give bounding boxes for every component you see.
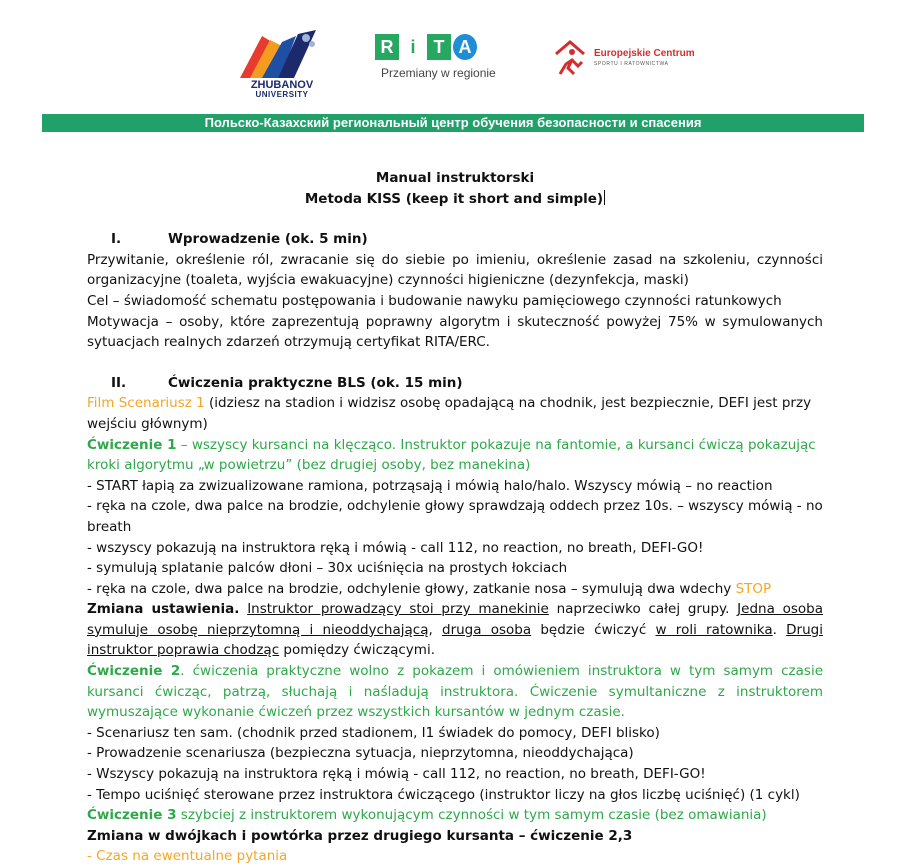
erc-runner-icon [550,38,590,78]
scenario-step-3: - Wszyscy pokazują na instruktora ręką i mówią - call 112, no reaction, no breath, DEFI-GO! [87,766,706,783]
film-scenario [87,393,823,434]
setup-change-t2: , [428,621,442,638]
document-body [87,168,823,867]
rita-letter-t: T [427,34,451,60]
setup-change-label: Zmiana ustawienia. [87,601,240,618]
intro-paragraph: Przywitanie, określenie ról, zwracanie się do siebie po imieniu, określenie zasad na szkoleniu, czynności organizacyjne (toaleta, wyjścia ewakuacyjne) czynności higieniczne (dezynfekcja, maski) [87,251,823,289]
setup-change-u3: druga osoba [442,621,532,638]
exercise-2-label: Ćwiczenie 2 [87,663,181,680]
text-cursor [604,190,605,205]
rita-subtitle: Przemiany w regionie [381,66,496,80]
pairs-change: Zmiana w dwójkach i powtórka przez drugiego kursanta – ćwiczenie 2,3 [87,827,633,844]
exercise-2 [87,661,823,723]
rita-letter-r: R [375,34,399,60]
rita-logo [375,34,515,94]
setup-change-t5: pomiędzy ćwiczącymi. [279,642,435,659]
rita-letter-a: A [453,34,477,60]
scenario-step-1: - Scenariusz ten sam. (chodnik przed stadionem, I1 świadek do pomocy, DEFI blisko) [87,724,660,741]
setup-change-t4: . [772,621,787,638]
setup-change [87,599,823,661]
setup-change-t1: naprzeciwko całej grupy. [548,601,738,618]
exercise-3-text: szybciej z instruktorem wykonującym czynności w tym samym czasie (bez omawiania) [176,807,767,824]
setup-change-u4: w roli ratownika [655,621,773,638]
exercise-3 [87,805,823,826]
section-2-heading [87,373,823,394]
goal-paragraph: Cel – świadomość schematu postępowania i budowanie nawyku pamięciowego czynności ratunkowych [87,292,782,309]
scenario-step-2: - Prowadzenie scenariusza (bezpieczna sytuacja, nieprzytomna, nieoddychająca) [87,745,634,762]
rita-letter-i: i [401,34,425,60]
setup-change-t3: będzie ćwiczyć [531,621,656,638]
erc-tagline: SPORTU I RATOWNICTWA [594,61,669,67]
erc-logo [550,38,700,84]
zhubanov-emblem-icon [232,28,332,84]
setup-change-u1: Instruktor prowadzący stoi przy manekinie [247,601,549,618]
step-5 [87,579,823,600]
doc-subtitle-text: Metoda KISS (keep it short and simple) [304,190,604,207]
erc-name: Europejskie Centrum [594,48,695,59]
exercise-1 [87,435,823,476]
step-4: - symulują splatanie palców dłoni – 30x uciśnięcia na prostych łokciach [87,560,568,577]
setup-change-u5: Drugi instruktor poprawia chodząc [87,621,823,659]
exercise-2-text: . ćwiczenia praktyczne wolno z pokazem i omówieniem instruktora w tym samym czasie kursanci ćwicząc, patrzą, słuchają i naśladują instruktora. Ćwiczenie symultaniczne z instruktorem wymuszające wykonanie ćwiczeń przez wszystkich kursantów w jednym czasie. [87,663,824,721]
motivation-paragraph: Motywacja – osoby, które zaprezentują poprawny algorytm i skuteczność powyżej 75% w symulowanych sytuacjach realnych zdarzeń otrzymują certyfikat RITA/ERC. [87,313,823,351]
step-5-text: - ręka na czole, dwa palce na brodzie, odchylenie głowy, zatkanie nosa – symulują dwa wdechy [87,580,736,597]
zhubanov-name: ZHUBANOV [250,79,314,91]
film-text: (idziesz na stadion i widzisz osobę opadającą na chodnik, jest bezpiecznie, DEFI jest przy wejściu głównym) [87,395,812,432]
step-1: - START łapią za zwizualizowane ramiona, potrząsają i mówią halo/halo. Wszyscy mówią – no reaction [87,477,773,494]
section-1-number: I. [111,231,122,248]
zhubanov-university: UNIVERSITY [255,90,309,99]
section-1-heading [87,229,823,250]
setup-change-u2: Jedna osoba symuluje osobę nieprzytomną i nieoddychającą [87,601,824,638]
step-3: - wszyscy pokazują na instruktora ręką i mówią - call 112, no reaction, no breath, DEFI-GO! [87,539,704,556]
section-1-title: Wprowadzenie (ok. 5 min) [168,231,368,248]
step-2: - ręka na czole, dwa palce na brodzie, odchylenie głowy sprawdzają oddech przez 10s. – wszyscy mówią - no breath [87,498,823,535]
exercise-1-text: – wszyscy kursanci na klęcząco. Instruktor pokazuje na fantomie, a kursanci ćwiczą pokazując kroki algorytmu „w powietrzu” (bez drugiej osoby, bez manekina) [87,436,816,474]
zhubanov-logo [232,28,332,100]
section-2-number: II. [111,374,127,391]
doc-subtitle [87,189,823,210]
section-2-title: Ćwiczenia praktyczne BLS (ok. 15 min) [168,374,463,391]
exercise-1-label: Ćwiczenie 1 [87,436,177,453]
doc-title: Manual instruktorski [375,170,535,186]
exercise-3-label: Ćwiczenie 3 [87,807,177,824]
center-banner: Польско-Казахский региональный центр обучения безопасности и спасения [42,114,864,132]
questions-time: - Czas na ewentualne pytania [87,848,288,865]
logo-header [0,22,909,102]
scenario-step-4: - Tempo uciśnięć sterowane przez instruktora ćwiczącego (instruktor liczy na głos liczbę uciśnięć) (1 cykl) [87,786,800,803]
stop-label: STOP [735,580,772,597]
film-label: Film Scenariusz 1 [87,395,205,412]
